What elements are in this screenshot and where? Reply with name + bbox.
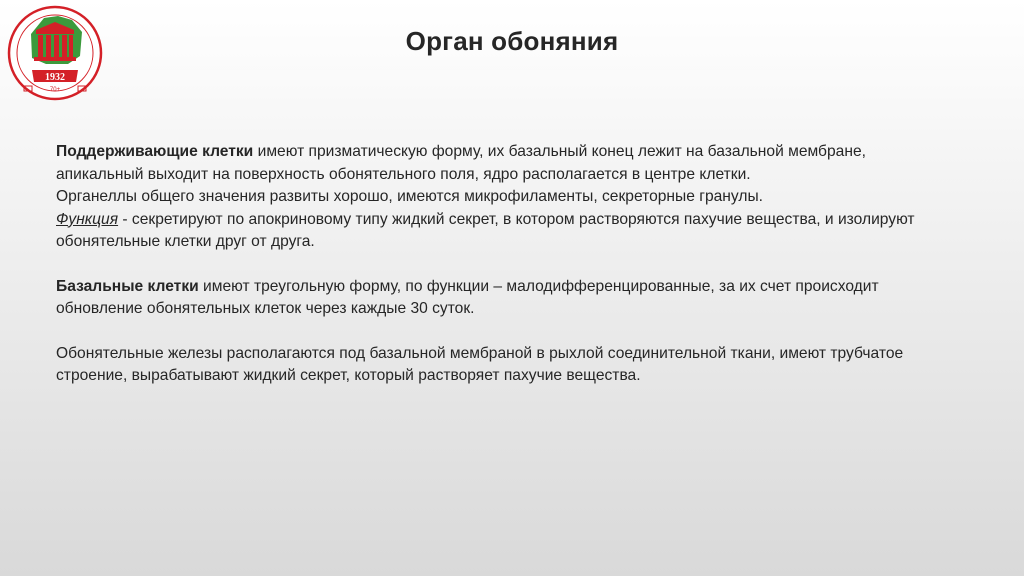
slide-body [56,141,996,388]
term-function: Функция [56,210,119,228]
text-line: апикальный выходит на поверхность обонятельного поля, ядро располагается в центре клетки. [56,165,751,183]
paragraph-supporting-cells [56,141,996,254]
paragraph-basal-cells [56,276,996,321]
slide-title: Орган обоняния [405,26,619,56]
seal-year: 1932 [45,72,65,83]
text-line: имеют треугольную форму, по функции – малодифференцированные, за их счет происходит [198,277,879,295]
text-line: Органеллы общего значения развиты хорошо, имеются микрофиламенты, секреторные гранулы. [56,188,763,205]
text-line: обонятельные клетки друг от друга. [56,233,315,250]
paragraph-olfactory-glands [56,343,996,388]
text-line: обновление обонятельных клеток через каждые 30 суток. [56,300,475,317]
term-supporting-cells: Поддерживающие клетки [56,143,254,160]
text-line: имеют призматическую форму, их базальный конец лежит на базальной мембране, [253,143,866,160]
text-line: - секретируют по апокриновому типу жидкий секрет, в котором растворяются пахучие вещества, и изолируют [118,210,915,228]
seal-tag: 70+ [49,87,61,93]
text-line: строение, вырабатывают жидкий секрет, который растворяет пахучие вещества. [56,367,641,384]
text-line: Обонятельные железы располагаются под базальной мембраной в рыхлой соединительной ткани, имеют трубчатое [56,344,904,362]
term-basal-cells: Базальные клетки [56,277,199,295]
